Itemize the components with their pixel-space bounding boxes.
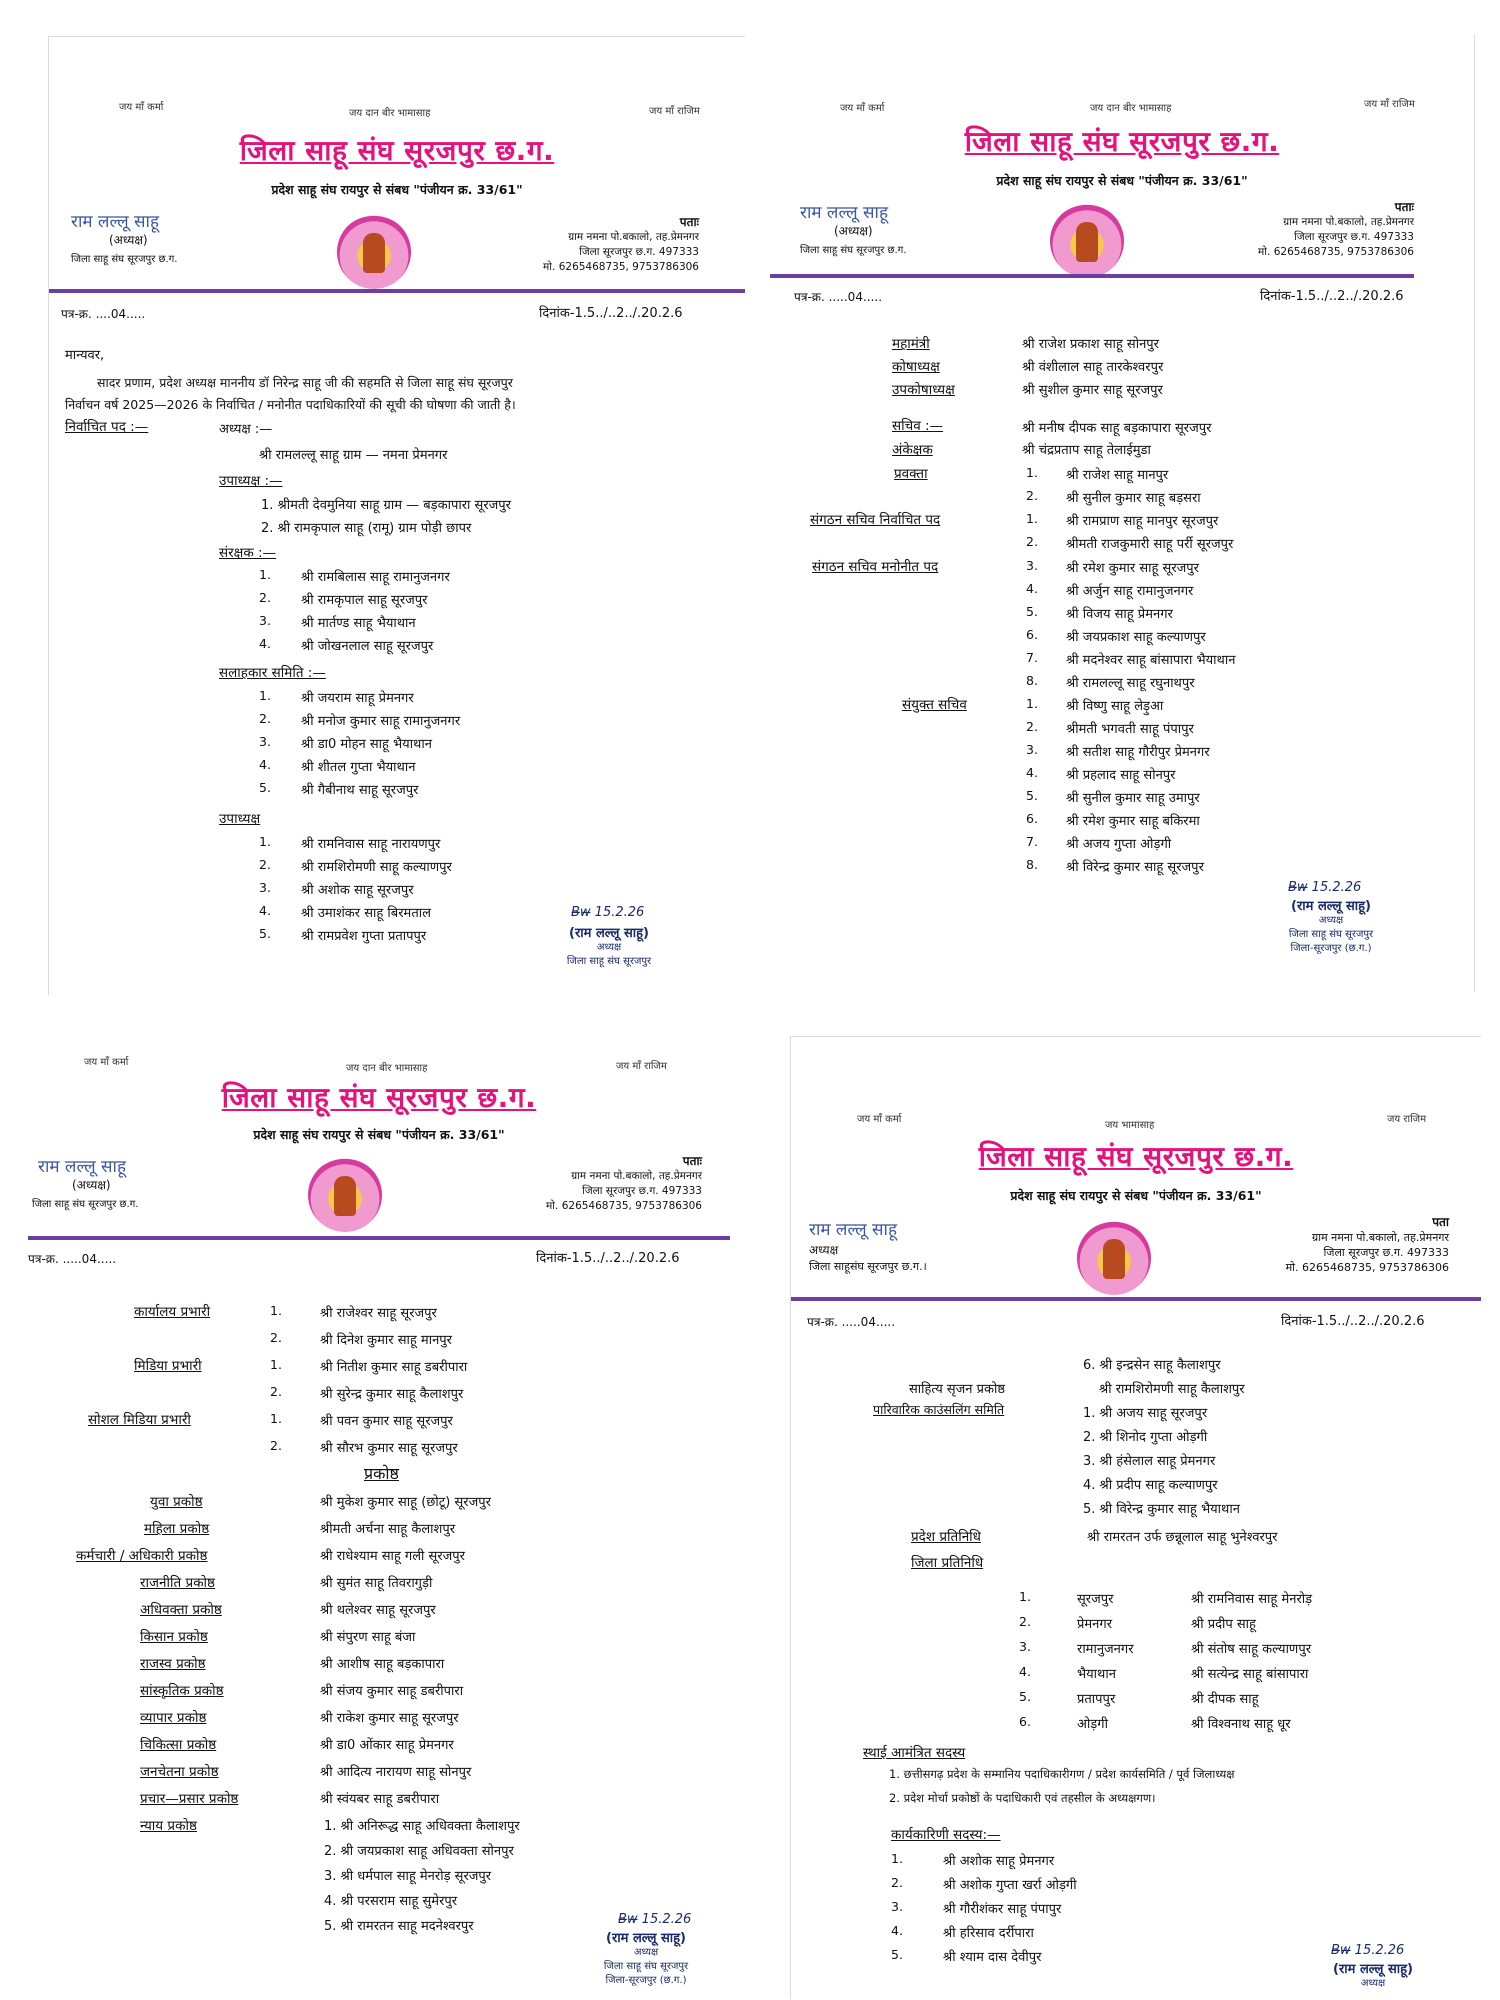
list-item: श्री जोखनलाल साहू सूरजपुर (301, 639, 434, 654)
jai-right: जय माँ राजिम (1364, 99, 1415, 110)
list-item: 2. श्री जयप्रकाश साहू अधिवक्ता सोनपुर (324, 1844, 514, 1859)
block-name: रामानुजनगर (1077, 1642, 1134, 1657)
list-item: श्री डा0 मोहन साहू भैयाथान (301, 737, 432, 752)
address-line: ग्राम नमना पो.बकालो, तह.प्रेमनगर (1283, 216, 1414, 228)
post-holder: श्री रामरतन उर्फ छन्नूलाल साहू भुनेश्वरपुर (1087, 1530, 1278, 1545)
post-label: महिला प्रकोष्ठ (144, 1521, 210, 1537)
signature-block (1303, 1963, 1443, 1991)
signature-block (539, 927, 679, 969)
post-label: अधिवक्ता प्रकोष्ठ (140, 1602, 222, 1618)
post-holder: श्री राधेश्याम साहू गली सूरजपुर (320, 1549, 465, 1564)
post-label: संगठन सचिव मनोनीत पद (812, 559, 939, 575)
list-item: 4. श्री प्रदीप साहू कल्याणपुर (1083, 1478, 1218, 1493)
item-number: 8. (1026, 673, 1038, 688)
jai-right: जय माँ राजिम (616, 1061, 667, 1072)
list-item: श्री नितीश कुमार साहू डबरीपारा (320, 1360, 468, 1375)
address-label: पता (1432, 1215, 1449, 1229)
list-item: श्री राजेश्वर साहू सूरजपुर (320, 1306, 437, 1321)
list-item: श्री दिनेश कुमार साहू मानपुर (320, 1333, 452, 1348)
section-heading: संरक्षक :— (219, 545, 277, 561)
signature-block (1266, 900, 1396, 956)
list-item: 2. प्रदेश मोर्चा प्रकोष्ठों के पदाधिकारी एवं तहसील के अध्यक्षगण। (889, 1791, 1156, 1805)
item-number: 2. (1026, 719, 1038, 734)
letterhead (49, 37, 745, 277)
post-label: प्रचार—प्रसार प्रकोष्ठ (140, 1791, 239, 1807)
post-holder: श्री डा0 ओंकार साहू प्रेमनगर (320, 1738, 454, 1753)
post-label: राजनीति प्रकोष्ठ (140, 1575, 216, 1591)
signature-org: जिला साहू संघ सूरजपुर (566, 956, 652, 967)
org-title: जिला साहू संघ सूरजपुर छ.ग. (978, 1140, 1294, 1173)
item-number: 4. (259, 636, 271, 651)
post-holder: श्रीमती अर्चना साहू कैलाशपुर (320, 1522, 456, 1537)
signature-name: (राम लल्लू साहू) (1291, 899, 1371, 914)
representative: श्री संतोष साहू कल्याणपुर (1191, 1642, 1312, 1657)
jai-right: जय राजिम (1387, 1114, 1427, 1125)
post-holder: श्री मुकेश कुमार साहू (छोटू) सूरजपुर (320, 1495, 491, 1510)
signature-org: जिला साहू संघ सूरजपुर (1288, 929, 1374, 940)
list-item: श्री अशोक गुप्ता खर्रा ओड़गी (943, 1878, 1077, 1893)
address-line: ग्राम नमना पो.बकालो, तह.प्रेमनगर (1312, 1231, 1449, 1244)
post-label: जनचेतना प्रकोष्ठ (140, 1764, 219, 1780)
post-label: महामंत्री (892, 336, 930, 352)
address-line: जिला सूरजपुर छ.ग. 497333 (1294, 231, 1414, 243)
section-heading: सलाहकार समिति :— (219, 665, 326, 681)
block-name: प्रतापपुर (1077, 1692, 1116, 1707)
post-label: किसान प्रकोष्ठ (140, 1629, 208, 1645)
letter-number: पत्र-क्र. .....04..... (807, 1315, 896, 1329)
item-number: 3. (1026, 742, 1038, 757)
post-label: कोषाध्यक्ष (892, 359, 940, 375)
address-block (543, 215, 699, 275)
list-item: श्री गैबीनाथ साहू सूरजपुर (301, 783, 419, 798)
intro-line: सादर प्रणाम, प्रदेश अध्यक्ष माननीय डॉ निरेन्द्र साहू जी की सहमति से जिला साहू संघ सूरजपुर (97, 375, 513, 390)
item-number: 6. (1019, 1714, 1031, 1729)
item-number: 5. (259, 780, 271, 795)
list-item: श्री राजेश साहू मानपुर (1066, 468, 1169, 483)
org-logo (1050, 204, 1124, 278)
post-holder: श्री रामशिरोमणी साहू कैलाशपुर (1099, 1382, 1245, 1397)
list-item: 3. श्री हंसेलाल साहू प्रेमनगर (1083, 1454, 1216, 1469)
list-item: 1. श्री अजय साहू सूरजपुर (1083, 1406, 1208, 1421)
signature-designation: अध्यक्ष (1318, 915, 1344, 926)
list-item: श्री सुनील कुमार साहू उमापुर (1066, 791, 1200, 806)
representative: श्री सत्येन्द्र साहू बांसापारा (1191, 1667, 1309, 1682)
org-title: जिला साहू संघ सूरजपुर छ.ग. (239, 134, 555, 167)
section-heading: निर्वाचित पद :— (65, 419, 149, 435)
salutation: मान्यवर, (65, 348, 105, 363)
address-label: पताः (679, 215, 699, 229)
letter-date: दिनांक-1.5../..2../.20.2.6 (536, 1251, 680, 1266)
item-number: 5. (1019, 1689, 1031, 1704)
letterhead (28, 1022, 730, 1262)
item-number: 5. (1026, 604, 1038, 619)
president-entry: श्री रामलल्लू साहू ग्राम — नमना प्रेमनगर (259, 448, 448, 463)
letterhead (791, 1037, 1481, 1277)
list-item: श्री विरेन्द्र कुमार साहू सूरजपुर (1066, 860, 1204, 875)
list-item: श्री रमेश कुमार साहू सूरजपुर (1066, 561, 1199, 576)
post-label: संयुक्त सचिव (902, 697, 967, 713)
item-number: 4. (1026, 765, 1038, 780)
president-district: जिला साहू संघ सूरजपुर छ.ग. (32, 1199, 139, 1210)
address-block (1258, 200, 1414, 260)
post-label: चिकित्सा प्रकोष्ठ (140, 1737, 217, 1753)
list-item: 1. श्रीमती देवमुनिया साहू ग्राम — बड़कापारा सूरजपुर (261, 498, 511, 513)
address-line: जिला सूरजपुर छ.ग. 497333 (1323, 1246, 1449, 1259)
jai-left: जय माँ कर्मा (840, 103, 885, 114)
representative: श्री विश्वनाथ साहू धूर (1191, 1717, 1291, 1732)
address-line: जिला सूरजपुर छ.ग. 497333 (582, 1185, 702, 1197)
item-number: 2. (270, 1438, 282, 1453)
section-heading: स्थाई आमंत्रित सदस्य (863, 1745, 966, 1761)
list-item: श्री प्रहलाद साहू सोनपुर (1066, 768, 1176, 783)
post-label: प्रदेश प्रतिनिधि (911, 1529, 981, 1545)
item-number: 1. (270, 1357, 282, 1372)
block-name: प्रेमनगर (1077, 1617, 1113, 1632)
list-item: 1. श्री अनिरूद्ध साहू अधिवक्ता कैलाशपुर (324, 1819, 520, 1834)
item-number: 3. (259, 880, 271, 895)
item-number: 1. (1026, 696, 1038, 711)
list-item: 3. श्री धर्मपाल साहू मेनरोड़ सूरजपुर (324, 1869, 492, 1884)
signature-org: जिला-सूरजपुर (छ.ग.) (605, 1975, 687, 1986)
signature-mark: B̶w̶ 15.2.26 (1288, 880, 1362, 895)
post-label: कर्मचारी / अधिकारी प्रकोष्ठ (76, 1548, 208, 1564)
org-logo (337, 215, 411, 289)
item-number: 3. (1026, 558, 1038, 573)
list-item: 5. श्री विरेन्द्र कुमार साहू भैयाथान (1083, 1502, 1240, 1517)
post-label: कार्यालय प्रभारी (134, 1304, 211, 1320)
president-name: राम लल्लू साहू (809, 1220, 897, 1240)
org-logo (308, 1158, 382, 1232)
post-holder: श्री सुमंत साहू तिवरागुड़ी (320, 1576, 433, 1591)
post-label: व्यापार प्रकोष्ठ (140, 1710, 207, 1726)
list-item: 1. छत्तीसगढ़ प्रदेश के सम्मानिय पदाधिकारीगण / प्रदेश कार्यसमिति / पूर्व जिलाध्यक्ष (889, 1767, 1235, 1781)
post-holder: श्री वंशीलाल साहू तारकेश्वरपुर (1022, 360, 1164, 375)
item-number: 6. (1026, 811, 1038, 826)
letterhead (770, 34, 1474, 274)
address-label: पताः (1394, 200, 1414, 214)
post-label: प्रवक्ता (894, 466, 928, 482)
president-district: जिला साहू संघ सूरजपुर छ.ग. (800, 245, 907, 256)
signature-mark: B̶w̶ 15.2.26 (618, 1912, 692, 1927)
list-item: श्री अशोक साहू सूरजपुर (301, 883, 414, 898)
item-number: 5. (259, 926, 271, 941)
item-number: 2. (1026, 534, 1038, 549)
section-heading: अध्यक्ष :— (219, 422, 273, 437)
list-item: श्री रामप्रवेश गुप्ता प्रतापपुर (301, 929, 427, 944)
address-block (1286, 1215, 1449, 1275)
item-number: 7. (1026, 834, 1038, 849)
post-label: पारिवारिक काउंसलिंग समिति (873, 1402, 1005, 1417)
item-number: 5. (891, 1947, 903, 1962)
item-number: 2. (270, 1384, 282, 1399)
list-item: श्री मनोज कुमार साहू रामानुजनगर (301, 714, 461, 729)
list-item: श्री रामलल्लू साहू रघुनाथपुर (1066, 676, 1195, 691)
letter-page-4 (790, 1036, 1481, 1999)
org-title: जिला साहू संघ सूरजपुर छ.ग. (964, 125, 1280, 158)
list-item: श्री रामशिरोमणी साहू कल्याणपुर (301, 860, 452, 875)
list-item: 4. श्री परसराम साहू सुमेरपुर (324, 1894, 458, 1909)
president-district: जिला साहू संघ सूरजपुर छ.ग. (71, 254, 178, 265)
post-holder: श्री मनीष दीपक साहू बड़कापारा सूरजपुर (1022, 421, 1212, 436)
signature-mark: B̶w̶ 15.2.26 (1331, 1943, 1405, 1958)
letter-date: दिनांक-1.5../..2../.20.2.6 (1260, 289, 1404, 304)
item-number: 1. (1026, 511, 1038, 526)
post-holder: श्री थलेश्वर साहू सूरजपुर (320, 1603, 436, 1618)
post-label: राजस्व प्रकोष्ठ (140, 1656, 206, 1672)
letter-date: दिनांक-1.5../..2../.20.2.6 (539, 306, 683, 321)
address-line: मो. 6265468735, 9753786306 (546, 1200, 702, 1212)
list-item: श्री हरिसाव दर्रीपारा (943, 1926, 1034, 1941)
post-holder: श्री आदित्य नारायण साहू सोनपुर (320, 1765, 472, 1780)
post-holder: श्री राजेश प्रकाश साहू सोनपुर (1022, 337, 1159, 352)
section-heading: कार्यकारिणी सदस्य:— (891, 1827, 1001, 1843)
item-number: 4. (259, 903, 271, 918)
address-line: ग्राम नमना पो.बकालो, तह.प्रेमनगर (571, 1170, 702, 1182)
president-name: राम लल्लू साहू (800, 203, 888, 223)
president-designation: (अध्यक्ष) (72, 1178, 111, 1192)
list-item: 6. श्री इन्द्रसेन साहू कैलाशपुर (1083, 1358, 1221, 1373)
jai-left: जय माँ कर्मा (119, 102, 164, 113)
post-holder: श्री सुशील कुमार साहू सूरजपुर (1022, 383, 1163, 398)
president-name: राम लल्लू साहू (38, 1157, 126, 1177)
item-number: 1. (270, 1411, 282, 1426)
item-number: 1. (259, 834, 271, 849)
signature-org: जिला साहू संघ सूरजपुर (603, 1961, 689, 1972)
post-label: साहित्य सृजन प्रकोष्ठ (909, 1382, 1006, 1397)
letter-page-1 (48, 36, 745, 995)
list-item: श्री शीतल गुप्ता भैयाथान (301, 760, 416, 775)
post-label: संगठन सचिव निर्वाचित पद (810, 512, 941, 528)
block-name: सूरजपुर (1077, 1592, 1114, 1607)
intro-line: निर्वाचन वर्ष 2025—2026 के निर्वाचित / मनोनीत पदाधिकारियों की सूची की घोषणा की जाती है। (65, 397, 516, 412)
item-number: 2. (259, 590, 271, 605)
post-holder: श्री आशीष साहू बड़कापारा (320, 1657, 445, 1672)
address-block (546, 1154, 702, 1214)
representative: श्री प्रदीप साहू (1191, 1617, 1256, 1632)
signature-name: (राम लल्लू साहू) (1333, 1962, 1413, 1977)
list-item: श्री उमाशंकर साहू बिरमताल (301, 906, 431, 921)
item-number: 4. (1019, 1664, 1031, 1679)
org-subtitle: प्रदेश साहू संघ रायपुर से संबध "पंजीयन क्र. 33/61" (253, 1127, 505, 1142)
signature-designation: अध्यक्ष (633, 1947, 659, 1958)
post-label: सोशल मिडिया प्रभारी (88, 1412, 191, 1428)
jai-right: जय माँ राजिम (649, 106, 700, 117)
signature-designation: अध्यक्ष (596, 942, 622, 953)
item-number: 2. (891, 1875, 903, 1890)
item-number: 2. (259, 711, 271, 726)
item-number: 1. (259, 567, 271, 582)
org-title: जिला साहू संघ सूरजपुर छ.ग. (221, 1081, 537, 1114)
address-line: ग्राम नमना पो.बकालो, तह.प्रेमनगर (568, 231, 699, 243)
address-line: मो. 6265468735, 9753786306 (543, 261, 699, 273)
list-item: श्री सतीश साहू गौरीपुर प्रेमनगर (1066, 745, 1210, 760)
item-number: 1. (259, 688, 271, 703)
item-number: 1. (891, 1851, 903, 1866)
signature-mark: B̶w̶ 15.2.26 (571, 905, 645, 920)
post-holder: श्री स्वंयबर साहू डबरीपारा (320, 1792, 440, 1807)
list-item: श्री अशोक साहू प्रेमनगर (943, 1854, 1055, 1869)
post-label: सचिव :— (892, 418, 944, 434)
org-logo (1077, 1221, 1151, 1295)
president-designation: (अध्यक्ष) (109, 233, 148, 247)
item-number: 7. (1026, 650, 1038, 665)
item-number: 1. (1026, 465, 1038, 480)
item-number: 3. (259, 734, 271, 749)
section-heading: उपाध्यक्ष (219, 811, 261, 827)
letter-page-3 (28, 1022, 730, 1998)
jai-center: जय दान बीर भामासाह (349, 108, 431, 119)
jai-center: जय भामासाह (1105, 1120, 1155, 1131)
jai-left: जय माँ कर्मा (857, 1114, 902, 1125)
letter-date: दिनांक-1.5../..2../.20.2.6 (1281, 1314, 1425, 1329)
president-name: राम लल्लू साहू (71, 212, 159, 232)
list-item: श्रीमती राजकुमारी साहू पर्री सूरजपुर (1066, 537, 1234, 552)
post-holder: श्री राकेश कुमार साहू सूरजपुर (320, 1711, 459, 1726)
post-holder: श्री संजय कुमार साहू डबरीपारा (320, 1684, 464, 1699)
jai-center: जय दान बीर भामासाह (346, 1063, 428, 1074)
item-number: 4. (891, 1923, 903, 1938)
signature-block (576, 1932, 716, 1988)
header-rule (770, 274, 1414, 278)
header-rule (791, 1297, 1481, 1301)
list-item: श्री रमेश कुमार साहू बकिरमा (1066, 814, 1200, 829)
section-heading: प्रकोष्ठ (364, 1464, 399, 1483)
signature-name: (राम लल्लू साहू) (606, 1931, 686, 1946)
list-item: श्री रामप्राण साहू मानपुर सूरजपुर (1066, 514, 1219, 529)
list-item: श्री जयप्रकाश साहू कल्याणपुर (1066, 630, 1206, 645)
representative: श्री दीपक साहू (1191, 1692, 1259, 1707)
list-item: श्री अर्जुन साहू रामानुजनगर (1066, 584, 1194, 599)
item-number: 4. (1026, 581, 1038, 596)
list-item: श्री श्याम दास देवीपुर (943, 1950, 1042, 1965)
header-rule (28, 1236, 730, 1240)
list-item: 2. श्री शिनोद गुप्ता ओड़गी (1083, 1430, 1208, 1445)
letter-page-2 (770, 34, 1475, 992)
list-item: श्री रामनिवास साहू नारायणपुर (301, 837, 441, 852)
item-number: 8. (1026, 857, 1038, 872)
address-line: मो. 6265468735, 9753786306 (1258, 246, 1414, 258)
list-item: श्री सुरेन्द्र कुमार साहू कैलाशपुर (320, 1387, 464, 1402)
org-subtitle: प्रदेश साहू संघ रायपुर से संबध "पंजीयन क्र. 33/61" (1010, 1188, 1262, 1203)
item-number: 5. (1026, 788, 1038, 803)
item-number: 1. (270, 1303, 282, 1318)
post-label: न्याय प्रकोष्ठ (140, 1818, 197, 1834)
post-label: उपकोषाध्यक्ष (892, 382, 955, 398)
list-item: श्री रामकृपाल साहू सूरजपुर (301, 593, 428, 608)
post-label: युवा प्रकोष्ठ (150, 1494, 203, 1510)
signature-name: (राम लल्लू साहू) (569, 926, 649, 941)
post-label: अंकेक्षक (892, 442, 933, 458)
list-item: श्री गौरीशंकर साहू पंपापुर (943, 1902, 1062, 1917)
post-holder: श्री संपुरण साहू बंजा (320, 1630, 416, 1645)
signature-org: जिला-सूरजपुर (छ.ग.) (1290, 943, 1372, 954)
jai-left: जय माँ कर्मा (84, 1057, 129, 1068)
letter-number: पत्र-क्र. .....04..... (794, 290, 883, 304)
representative: श्री रामनिवास साहू मेनरोड़ (1191, 1592, 1313, 1607)
org-subtitle: प्रदेश साहू संघ रायपुर से संबध "पंजीयन क्र. 33/61" (271, 182, 523, 197)
item-number: 2. (1019, 1614, 1031, 1629)
list-item: श्रीमती भगवती साहू पंपापुर (1066, 722, 1194, 737)
list-item: श्री मार्तण्ड साहू भैयाथान (301, 616, 416, 631)
post-label: जिला प्रतिनिधि (911, 1555, 984, 1571)
address-line: मो. 6265468735, 9753786306 (1285, 1261, 1449, 1274)
president-designation: (अध्यक्ष) (834, 224, 873, 238)
item-number: 2. (259, 857, 271, 872)
item-number: 1. (1019, 1589, 1031, 1604)
item-number: 4. (259, 757, 271, 772)
letter-number: पत्र-क्र. .....04..... (28, 1252, 117, 1266)
section-heading: उपाध्यक्ष :— (219, 473, 283, 489)
list-item: श्री विजय साहू प्रेमनगर (1066, 607, 1173, 622)
header-rule (49, 289, 745, 293)
post-label: मिडिया प्रभारी (134, 1358, 202, 1374)
block-name: भैयाथान (1077, 1667, 1116, 1682)
item-number: 3. (259, 613, 271, 628)
list-item: श्री पवन कुमार साहू सूरजपुर (320, 1414, 453, 1429)
list-item: श्री सौरभ कुमार साहू सूरजपुर (320, 1441, 458, 1456)
list-item: श्री मदनेश्वर साहू बांसापारा भैयाथान (1066, 653, 1236, 668)
item-number: 3. (1019, 1639, 1031, 1654)
address-line: जिला सूरजपुर छ.ग. 497333 (579, 246, 699, 258)
list-item: श्री रामबिलास साहू रामानुजनगर (301, 570, 450, 585)
list-item: श्री जयराम साहू प्रेमनगर (301, 691, 414, 706)
block-name: ओड़गी (1077, 1717, 1108, 1732)
signature-designation: अध्यक्ष (1360, 1978, 1386, 1989)
item-number: 2. (1026, 488, 1038, 503)
list-item: 2. श्री रामकृपाल साहू (रामू) ग्राम पोड़ी छापर (261, 521, 472, 536)
address-label: पताः (682, 1154, 702, 1168)
item-number: 2. (270, 1330, 282, 1345)
letter-number: पत्र-क्र. ....04..... (61, 307, 146, 321)
president-designation: अध्यक्ष (809, 1243, 839, 1257)
item-number: 6. (1026, 627, 1038, 642)
post-label: सांस्कृतिक प्रकोष्ठ (140, 1683, 224, 1699)
jai-center: जय दान बीर भामासाह (1090, 103, 1172, 114)
item-number: 3. (891, 1899, 903, 1914)
list-item: 5. श्री रामरतन साहू मदनेश्वरपुर (324, 1919, 474, 1934)
list-item: श्री सुनील कुमार साहू बड़सरा (1066, 491, 1201, 506)
president-district: जिला साहूसंघ सूरजपुर छ.ग.। (809, 1260, 927, 1273)
list-item: श्री विष्णु साहू लेड़ुआ (1066, 699, 1164, 714)
list-item: श्री अजय गुप्ता ओड़गी (1066, 837, 1172, 852)
post-holder: श्री चंद्रप्रताप साहू तेलाईमुडा (1022, 443, 1151, 458)
org-subtitle: प्रदेश साहू संघ रायपुर से संबध "पंजीयन क्र. 33/61" (996, 173, 1248, 188)
